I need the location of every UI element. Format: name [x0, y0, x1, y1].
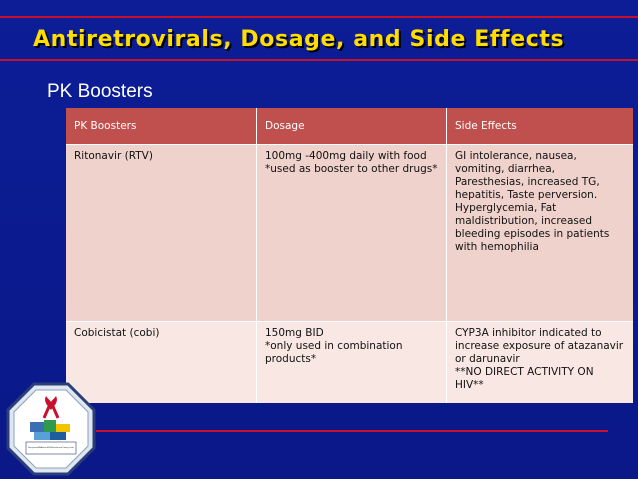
- table-header-row: [66, 108, 633, 145]
- header-drug: PK Boosters: [66, 108, 257, 145]
- header-side-effects: Side Effects: [447, 108, 634, 145]
- pk-boosters-table: [66, 108, 633, 403]
- table-row: [66, 145, 633, 322]
- drug-cell: Ritonavir (RTV): [66, 145, 257, 322]
- top-rule: [0, 16, 638, 18]
- logo-text: Pennsylvania/MidAtlantic AIDS Education and Training Center: [28, 448, 74, 449]
- slide-subtitle: PK Boosters: [47, 81, 153, 102]
- slide-title: Antiretrovirals, Dosage, and Side Effects: [33, 27, 565, 52]
- side-effects-cell: CYP3A inhibitor indicated to increase exposure of atazanavir or darunavir **NO DIRECT ACTIVITY ON HIV**: [447, 322, 634, 404]
- drug-cell: Cobicistat (cobi): [66, 322, 257, 404]
- side-effects-cell: GI intolerance, nausea, vomiting, diarrhea, Paresthesias, increased TG, hepatitis, Taste perversion. Hyperglycemia, Fat maldistribution, increased bleeding episodes in patients with hemophilia: [447, 145, 634, 322]
- dosage-cell: 150mg BID *only used in combination products*: [257, 322, 447, 404]
- bottom-rule: [96, 430, 608, 432]
- header-dosage: Dosage: [257, 108, 447, 145]
- aetc-seal-logo: [6, 382, 96, 476]
- dosage-cell: 100mg -400mg daily with food *used as booster to other drugs*: [257, 145, 447, 322]
- title-underline: [0, 59, 638, 61]
- table-row: [66, 322, 633, 404]
